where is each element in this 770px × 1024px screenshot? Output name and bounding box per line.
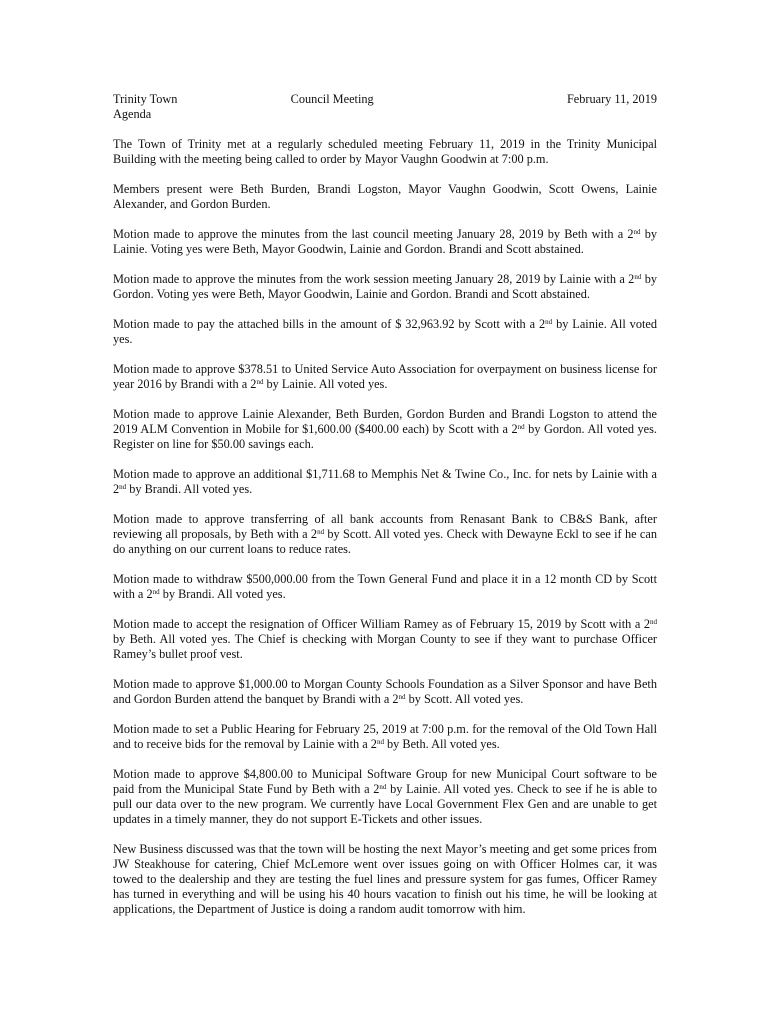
paragraph-text: Motion made to approve Lainie Alexander, Beth Burden, Gordon Burden and Brandi Logston to attend the 2019 ALM Convention in Mobile for $1,600.00 ($400.00 each) by Scott with a 2: [113, 407, 657, 436]
ordinal-suffix: nd: [379, 783, 387, 791]
paragraph-text: Motion made to approve $4,800.00 to Municipal Software Group for new Municipal Court software to be paid from the Municipal State Fund by Beth with a 2: [113, 767, 657, 796]
minutes-paragraph: [113, 677, 657, 707]
minutes-paragraph: [113, 407, 657, 452]
paragraph-text: The Town of Trinity met at a regularly scheduled meeting February 11, 2019 in the Trinity Municipal Building with the meeting being called to order by Mayor Vaughn Goodwin at 7:00 p.m.: [113, 137, 657, 166]
paragraph-text: Motion made to approve an additional $1,711.68 to Memphis Net & Twine Co., Inc. for nets by Lainie with a 2: [113, 467, 657, 496]
paragraph-text-continued: by Beth. All voted yes. The Chief is checking with Morgan County to see if they want to purchase Officer Ramey’s bullet proof vest.: [113, 632, 657, 661]
paragraph-text-continued: by Lainie. All voted yes.: [263, 377, 388, 391]
minutes-paragraph: [113, 317, 657, 347]
minutes-paragraph: [113, 512, 657, 557]
paragraph-text: Motion made to approve $378.51 to United Service Auto Association for overpayment on business license for year 2016 by Brandi with a 2: [113, 362, 657, 391]
ordinal-suffix: nd: [545, 318, 553, 326]
paragraph-text: Motion made to accept the resignation of Officer William Ramey as of February 15, 2019 by Scott with a 2: [113, 617, 650, 631]
paragraph-text: Motion made to approve the minutes from the last council meeting January 28, 2019 by Beth with a 2: [113, 227, 634, 241]
ordinal-suffix: nd: [119, 483, 127, 491]
paragraph-text: Motion made to approve $1,000.00 to Morgan County Schools Foundation as a Silver Sponsor and have Beth and Gordon Burden attend the banquet by Brandi with a 2: [113, 677, 657, 706]
ordinal-suffix: nd: [398, 693, 406, 701]
paragraph-text-continued: by Gordon. All voted yes. Register on line for $50.00 savings each.: [113, 422, 657, 451]
paragraph-text: Motion made to withdraw $500,000.00 from the Town General Fund and place it in a 12 month CD by Scott with a 2: [113, 572, 657, 601]
paragraph-text-continued: by Gordon. Voting yes were Beth, Mayor Goodwin, Lainie and Gordon. Brandi and Scott abstained.: [113, 272, 657, 301]
minutes-paragraph: [113, 272, 657, 302]
ordinal-suffix: nd: [517, 423, 525, 431]
paragraph-text-continued: by Brandi. All voted yes.: [126, 482, 253, 496]
paragraph-text-continued: by Lainie. All voted yes. Check to see if he is able to pull our data over to the new program. We currently have Local Government Flex Gen and are unable to get updates in a timely manner, they do not support E-Tickets and other issues.: [113, 782, 657, 826]
minutes-paragraph: [113, 572, 657, 602]
paragraph-text: Members present were Beth Burden, Brandi Logston, Mayor Vaughn Goodwin, Scott Owens, Lainie Alexander, and Gordon Burden.: [113, 182, 657, 211]
minutes-paragraph: [113, 767, 657, 827]
minutes-paragraph: [113, 467, 657, 497]
ordinal-suffix: nd: [317, 528, 325, 536]
ordinal-suffix: nd: [650, 618, 657, 626]
ordinal-suffix: nd: [634, 273, 642, 281]
minutes-paragraph: [113, 722, 657, 752]
ordinal-suffix: nd: [152, 588, 160, 596]
meeting-date: February 11, 2019: [566, 92, 657, 106]
document-header: [113, 92, 657, 107]
paragraph-text: Motion made to approve the minutes from the work session meeting January 28, 2019 by Lainie with a 2: [113, 272, 635, 286]
paragraph-text-continued: by Brandi. All voted yes.: [159, 587, 286, 601]
minutes-body: [113, 137, 657, 917]
minutes-paragraph: [113, 362, 657, 392]
ordinal-suffix: nd: [376, 738, 384, 746]
town-name: Trinity Town: [113, 92, 178, 106]
paragraph-text: Motion made to pay the attached bills in the amount of $ 32,963.92 by Scott with a 2: [113, 317, 546, 331]
minutes-paragraph: [113, 617, 657, 662]
paragraph-text-continued: by Lainie. Voting yes were Beth, Mayor Goodwin, Lainie and Gordon. Brandi and Scott abstained.: [113, 227, 658, 256]
ordinal-suffix: nd: [633, 228, 641, 236]
paragraph-text: Motion made to set a Public Hearing for February 25, 2019 at 7:00 p.m. for the removal of the Old Town Hall and to receive bids for the removal by Lainie with a 2: [113, 722, 657, 751]
paragraph-text-continued: by Beth. All voted yes.: [383, 737, 500, 751]
paragraph-text: Motion made to approve transferring of all bank accounts from Renasant Bank to CB&S Bank, after reviewing all proposals, by Beth with a 2: [113, 512, 657, 541]
paragraph-text: New Business discussed was that the town will be hosting the next Mayor’s meeting and get some prices from JW Steakhouse for catering, Chief McLemore went over issues going on with Officer Holmes car, it was towed to the dealership and they are testing the fuel lines and pressure system for gas fumes, Officer Ramey has turned in everything and will be using his 40 hours vacation to finish out his time, he will be looking at applications, the Department of Justice is doing a random audit tomorrow with him.: [113, 842, 657, 916]
agenda-label: Agenda: [113, 107, 152, 121]
minutes-paragraph: [113, 137, 657, 167]
minutes-paragraph: [113, 227, 657, 257]
minutes-paragraph: [113, 842, 657, 917]
meeting-type: Council Meeting: [290, 92, 374, 106]
paragraph-text-continued: by Lainie. All voted yes.: [113, 317, 657, 346]
paragraph-text-continued: by Scott. All voted yes. Check with Dewayne Eckl to see if he can do anything on our current loans to reduce rates.: [113, 527, 658, 556]
ordinal-suffix: nd: [256, 378, 264, 386]
paragraph-text-continued: by Scott. All voted yes.: [405, 692, 524, 706]
minutes-paragraph: [113, 182, 657, 212]
